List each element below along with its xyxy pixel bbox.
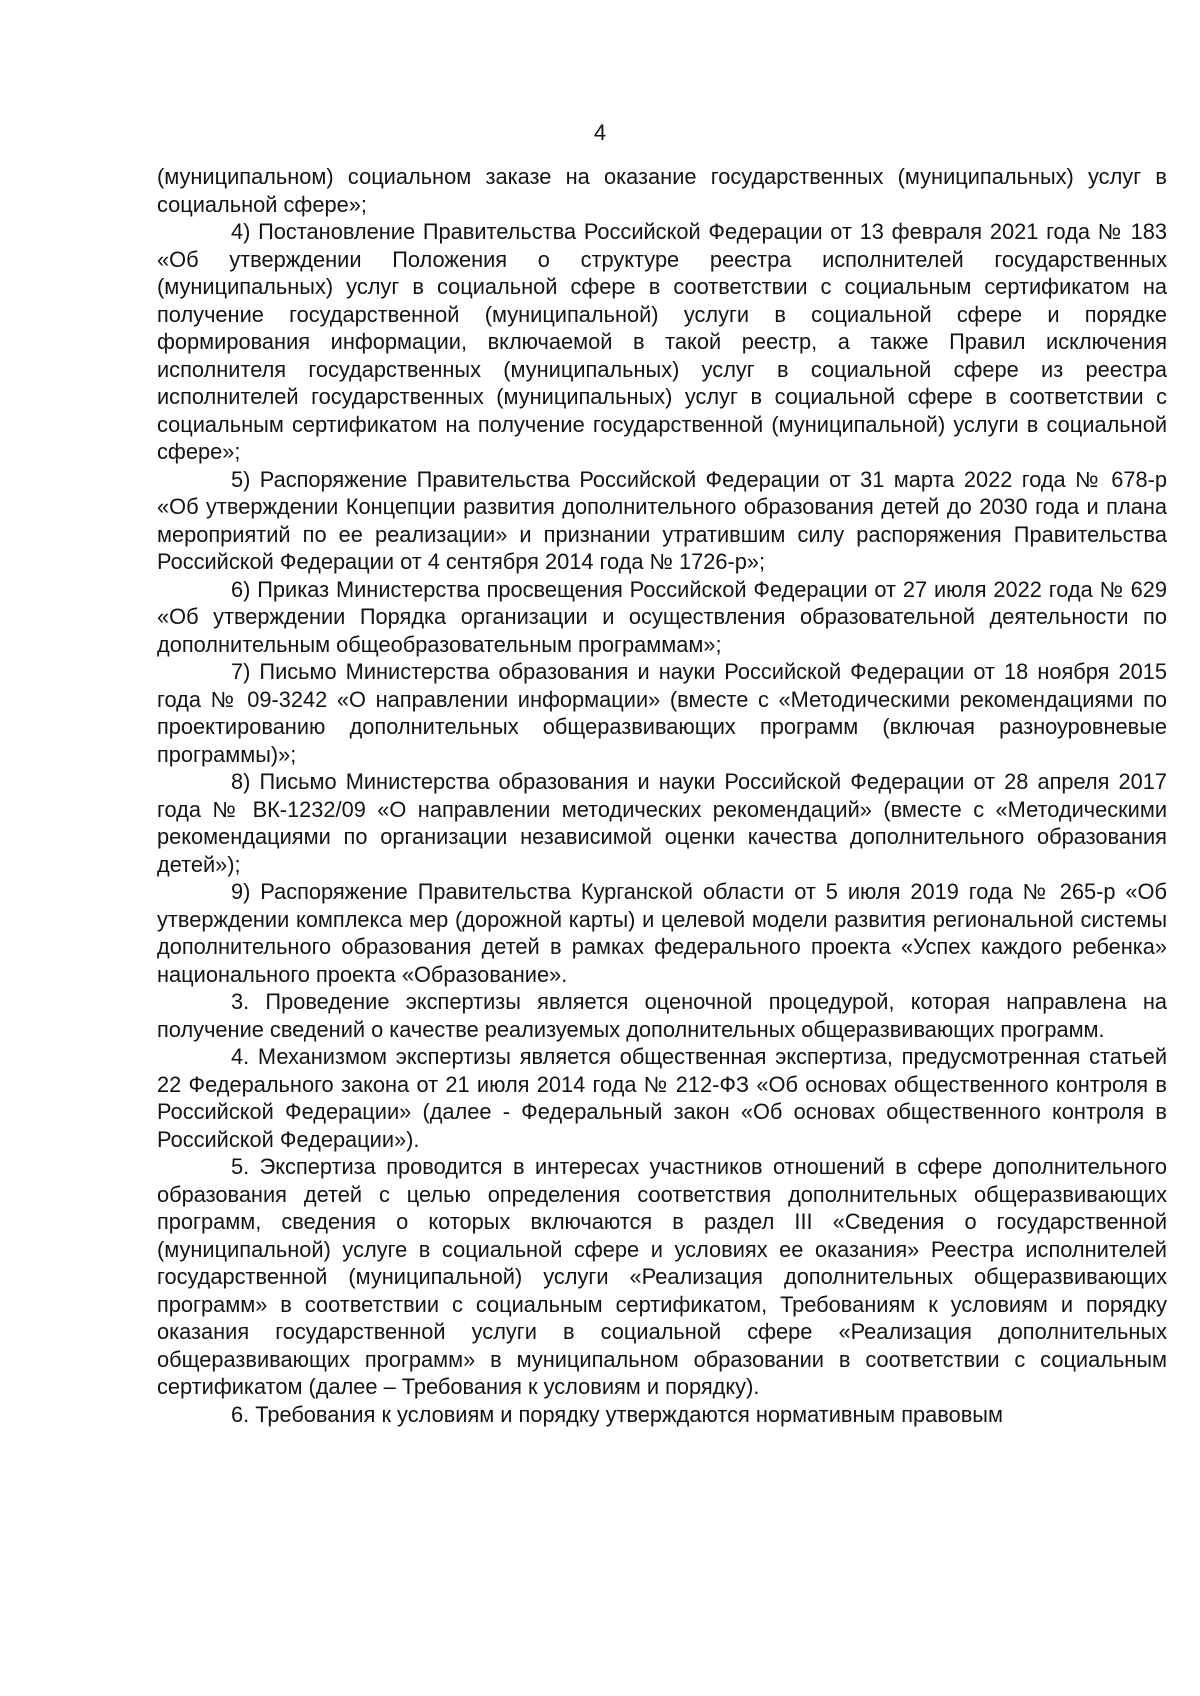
paragraph-item-6: 6) Приказ Министерства просвещения Российской Федерации от 27 июля 2022 года № 629 «Об утверждении Порядка организации и осуществления образовательной деятельности по дополнительным общеобразовательным программам»; xyxy=(157,576,1167,657)
paragraph-section-6: 6. Требования к условиям и порядку утверждаются нормативным правовым xyxy=(231,1401,1003,1427)
paragraph-item-8: 8) Письмо Министерства образования и науки Российской Федерации от 28 апреля 2017 года № ВК-1232/09 «О направлении методических рекомендаций» (вместе с «Методическими рекомендациями по организации независимой оценки качества дополнительного образования детей»); xyxy=(157,769,1167,877)
paragraph-section-3: 3. Проведение экспертизы является оценочной процедурой, которая направлена на получение сведений о качестве реализуемых дополнительных общеразвивающих программ. xyxy=(157,989,1167,1042)
paragraph-section-5: 5. Экспертиза проводится в интересах участников отношений в сфере дополнительного образования детей с целью определения соответствия дополнительных общеразвивающих программ, сведения о которых включаются в раздел III «Сведения о государственной (муниципальной) услуге в социальной сфере и условиях ее оказания» Реестра исполнителей государственной (муниципальной) услуги «Реализация дополнительных общеразвивающих программ» в соответствии с социальным сертификатом, Требованиям к условиям и порядку оказания государственной услуги в социальной сфере «Реализация дополнительных общеразвивающих программ» в муниципальном образовании в соответствии с социальным сертификатом (далее – Требования к условиям и порядку). xyxy=(157,1154,1167,1399)
paragraph-section-4: 4. Механизмом экспертизы является общественная экспертиза, предусмотренная статьей 22 Федерального закона от 21 июля 2014 года № 212-ФЗ «Об основах общественного контроля в Российской Федерации» (далее - Федеральный закон «Об основах общественного контроля в Российской Федерации»). xyxy=(157,1044,1167,1152)
paragraph-continuation: (муниципальном) социальном заказе на оказание государственных (муниципальных) услуг в социальной сфере»; xyxy=(157,164,1167,217)
document-body xyxy=(157,163,1167,1428)
paragraph-item-5: 5) Распоряжение Правительства Российской Федерации от 31 марта 2022 года № 678-р «Об утверждении Концепции развития дополнительного образования детей до 2030 года и плана мероприятий по ее реализации» и признании утратившим силу распоряжения Правительства Российской Федерации от 4 сентября 2014 года № 1726-р»; xyxy=(157,466,1167,574)
paragraph-item-7: 7) Письмо Министерства образования и науки Российской Федерации от 18 ноября 2015 года № 09-3242 «О направлении информации» (вместе с «Методическими рекомендациями по проектированию дополнительных общеразвивающих программ (включая разноуровневые программы)»; xyxy=(157,659,1167,767)
paragraph-item-4: 4) Постановление Правительства Российской Федерации от 13 февраля 2021 года № 183 «Об утверждении Положения о структуре реестра исполнителей государственных (муниципальных) услуг в социальной сфере в соответствии с социальным сертификатом на получение государственной (муниципальной) услуги в социальной сфере и порядке формирования информации, включаемой в такой реестр, а также Правил исключения исполнителя государственных (муниципальных) услуг в социальной сфере из реестра исполнителей государственных (муниципальных) услуг в социальной сфере в соответствии с социальным сертификатом на получение государственной (муниципальной) услуги в социальной сфере»; xyxy=(157,219,1167,464)
paragraph-item-9: 9) Распоряжение Правительства Курганской области от 5 июля 2019 года № 265-р «Об утверждении комплекса мер (дорожной карты) и целевой модели развития региональной системы дополнительного образования детей в рамках федерального проекта «Успех каждого ребенка» национального проекта «Образование». xyxy=(157,879,1167,987)
page-number: 4 xyxy=(593,120,607,145)
